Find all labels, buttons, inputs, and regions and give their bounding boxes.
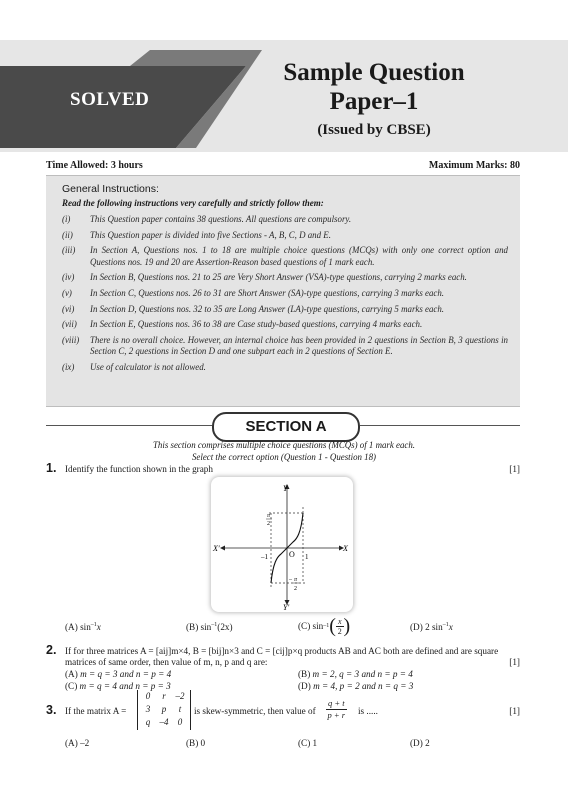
question-1-marks: [1] [509,464,520,474]
page-title [240,58,508,116]
question-2-marks: [1] [509,657,520,667]
section-rule-left [46,425,212,426]
instructions-title: General Instructions: [62,183,159,195]
section-rule-right [360,425,520,426]
time-allowed: Time Allowed: 3 hours [46,160,143,171]
svg-text:2: 2 [294,586,297,592]
svg-text:π: π [267,513,271,519]
question-1-option-d: (D) 2 $\sin^{-1}x$ [410,622,453,633]
question-1-option-c: (C) sin –1 ( x 2 ) [298,614,351,637]
instruction-item: (vi) In Section D, Questions nos. 32 to 35 are Long Answer (LA)-type questions, carrying 5 marks each. [62,303,444,314]
question-2-option-d: (D) m = 4, p = 2 and n = q = 3 [298,681,414,691]
question-2-number: 2. [46,643,57,657]
question-3-option-d: (D) 2 [410,738,430,748]
question-3-fraction: q + t p + r [327,698,346,720]
title-line-1: Sample Question [283,59,465,86]
question-2-line-1: If for three matrices A = [aij]m×4, B = [bij]n×3 and C = [cij]p×q products AB and AC both are defined and are square [65,646,499,656]
question-3-option-c: (C) 1 [298,738,318,748]
top-margin [0,0,568,40]
section-note-1: This section comprises multiple choice questions (MCQs) of 1 mark each. [152,440,416,450]
question-1-text: Identify the function shown in the graph [65,464,213,474]
label-y-bottom: Y′ [283,603,290,612]
x-arrow-left [220,546,225,551]
question-3-text-after: is skew-symmetric, then value of [194,706,316,716]
instructions-list [62,214,508,378]
instruction-item: (vii) In Section E, Questions nos. 36 to 38 are Case study-based questions, carrying 4 marks each. [62,319,423,330]
maximum-marks: Maximum Marks: 80 [428,160,520,171]
label-minus-one: –1 [261,553,268,561]
question-1-graph [211,477,353,612]
page-subtitle: (Issued by CBSE) [317,122,431,138]
svg-text:2: 2 [267,521,270,527]
question-2-option-b: (B) m = 2, q = 3 and n = p = 4 [298,669,413,679]
instruction-item: (v) In Section C, Questions nos. 26 to 31 are Short Answer (SA)-type questions, carrying 3 marks each. [62,287,444,298]
question-1-option-b: (B) $\sin^{-1}(2x)$ [186,622,233,633]
question-3-matrix: 0 r –2 3 p t q –4 0 [137,690,191,730]
question-2-option-a: (A) m = q = 3 and n = p = 4 [65,669,172,679]
instruction-item: (ix) Use of calculator is not allowed. [62,361,206,372]
section-note-2: Select the correct option (Question 1 - Question 18) [191,452,377,462]
instruction-item: (ii) This Question paper is divided into five Sections - A, B, C, D and E. [62,229,331,240]
label-x-left: X′ [213,544,220,553]
instruction-item: (i) This Question paper contains 38 questions. All questions are compulsory. [62,214,352,224]
svg-text:–: – [289,577,292,583]
question-1-number: 1. [46,461,57,475]
question-1-option-a: (A) $\sin^{-1}x$ [65,622,101,633]
solved-badge [0,40,262,152]
question-2-line-2: matrices of same order, then value of m, n, p and q are: [65,657,268,667]
label-pi-over-2 [266,513,272,527]
question-3-number: 3. [46,703,57,717]
instruction-item: (iii) In Section A, Questions nos. 1 to 18 are multiple choice questions (MCQs) with only one correct option and Questions nos. 19 and 20 are Assertion-Reason based questions of 1 mark each. [62,245,508,267]
label-minus-pi-over-2 [288,577,299,592]
question-2-option-c: (C) m = q = 4 and n = p = 3 [65,681,171,691]
label-origin: O [289,550,295,559]
instruction-item: (iv) In Section B, Questions nos. 21 to 25 are Very Short Answer (VSA)-type questions, carrying 2 marks each. [62,272,467,283]
question-3-text-before: If the matrix A = [65,706,127,716]
instruction-item: (viii) There is no overall choice. However, an internal choice has been provided in 2 questions in Section B, 3 questions in Section C, 2 questions in Section D and one subpart each in 2 questions of Section E. [62,334,508,357]
instructions-intro: Read the following instructions very carefully and strictly follow them: [62,198,324,208]
general-instructions-box [46,175,520,407]
graph-svg [211,477,353,612]
section-a-heading: SECTION A [212,412,360,442]
label-y-top: Y [283,484,288,493]
svg-text:π: π [294,577,298,583]
question-3-marks: [1] [509,706,520,716]
question-3-tail: is ..... [358,706,378,716]
label-one: 1 [305,553,309,561]
question-3-option-a: (A) –2 [65,738,90,748]
title-line-2: Paper–1 [329,88,419,115]
label-x-right: X [343,544,348,553]
question-3-option-b: (B) 0 [186,738,206,748]
solved-label: SOLVED [70,89,150,110]
